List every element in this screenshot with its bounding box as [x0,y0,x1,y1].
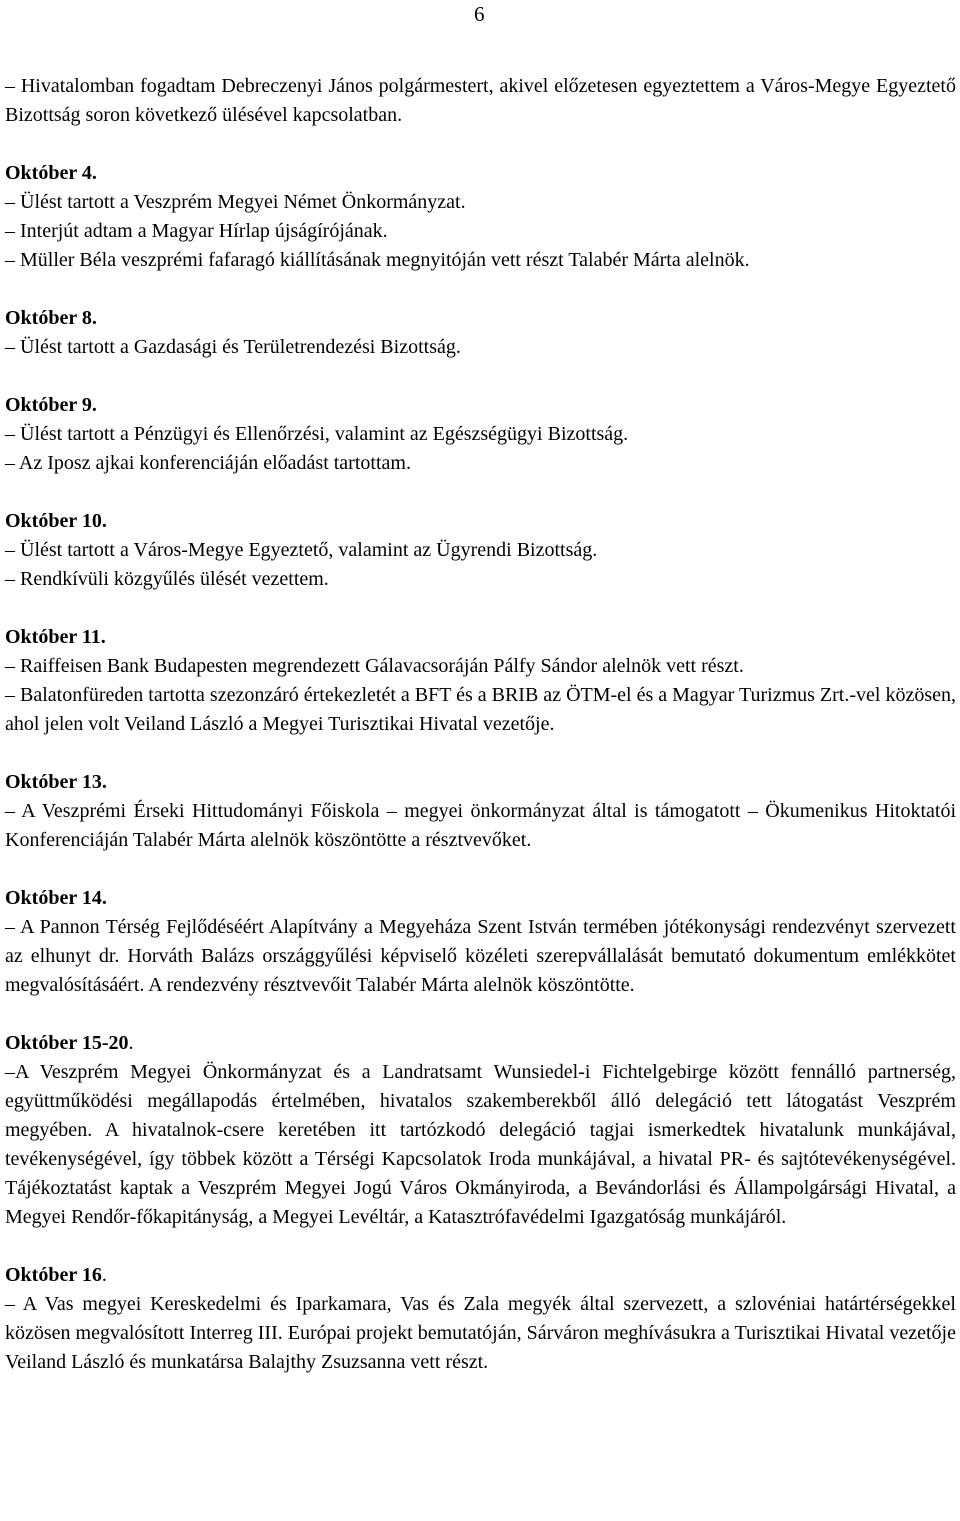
section-intro [5,72,956,130]
date-heading-text: Október 15-20 [5,1032,129,1054]
page-number: 6 [474,2,485,26]
document-body [5,72,956,1377]
date-heading-suffix: . [101,1264,107,1286]
section-oktober-11 [5,623,956,739]
list-item: – A Vas megyei Kereskedelmi és Iparkamara, Vas és Zala megyék által szervezett, a szlovéniai határtérségekkel közösen megvalósított Interreg III. Európai projekt bemutatóján, Sárváron meghívásukra a Turisztikai Hivatal vezetője Veiland László és munkatársa Balajthy Zsuzsanna vett részt. [5,1293,956,1373]
date-heading: Október 4. [5,162,97,184]
list-item: – Hivatalomban fogadtam Debreczenyi János polgármestert, akivel előzetesen egyeztettem a Város-Megye Egyeztető Bizottság soron következő ülésével kapcsolatban. [5,75,956,126]
section-oktober-14 [5,884,956,1000]
date-heading-suffix: . [128,1032,134,1054]
date-heading: Október 10. [5,510,107,532]
list-item: – Ülést tartott a Város-Megye Egyeztető, valamint az Ügyrendi Bizottság. [5,539,598,561]
section-oktober-8 [5,304,956,362]
list-item: – Rendkívüli közgyűlés ülését vezettem. [5,568,329,590]
date-heading: Október 11. [5,626,106,648]
list-item: – Interjút adtam a Magyar Hírlap újságírójának. [5,220,388,242]
list-item: – A Veszprémi Érseki Hittudományi Főiskola – megyei önkormányzat által is támogatott – Ökumenikus Hitoktatói Konferenciáján Talabér Márta alelnök köszöntötte a résztvevőket. [5,800,956,851]
section-oktober-16 [5,1261,956,1377]
date-heading: Október 13. [5,771,107,793]
date-heading: Október 9. [5,394,97,416]
list-item: – A Pannon Térség Fejlődéséért Alapítvány a Megyeháza Szent István termében jótékonysági rendezvényt szervezett az elhunyt dr. Horváth Balázs országgyűlési képviselő közéleti szerepvállalását bemutató dokumentum emlékkötet megvalósításáért. A rendezvény résztvevőit Talabér Márta alelnök köszöntötte. [5,916,956,996]
date-heading-text: Október 16 [5,1264,102,1286]
list-item: – Balatonfüreden tartotta szezonzáró értekezletét a BFT és a BRIB az ÖTM-el és a Magyar Turizmus Zrt.-vel közösen, ahol jelen volt Veiland László a Megyei Turisztikai Hivatal vezetője. [5,684,956,735]
section-oktober-4 [5,159,956,275]
list-item: – Ülést tartott a Pénzügyi és Ellenőrzési, valamint az Egészségügyi Bizottság. [5,423,629,445]
list-item: – Müller Béla veszprémi fafaragó kiállításának megnyitóján vett részt Talabér Márta alelnök. [5,249,750,271]
list-item: – Ülést tartott a Veszprém Megyei Német Önkormányzat. [5,191,466,213]
section-oktober-9 [5,391,956,478]
section-oktober-15-20 [5,1029,956,1232]
section-oktober-10 [5,507,956,594]
section-oktober-13 [5,768,956,855]
date-heading: Október 8. [5,307,97,329]
list-item: – Az Iposz ajkai konferenciáján előadást tartottam. [5,452,411,474]
date-heading [5,1029,956,1058]
list-item: –A Veszprém Megyei Önkormányzat és a Landratsamt Wunsiedel-i Fichtelgebirge között fennálló partnerség, együttműködési megállapodás értelmében, hivatalos szakemberekből álló delegáció tett látogatást Veszprém megyében. A hivatalnok-csere keretében itt tartózkodó delegáció tagjai ismerkedtek hivatalunk munkájával, tevékenységével, így többek között a Térségi Kapcsolatok Iroda munkájával, a hivatal PR- és sajtótevékenységével. Tájékoztatást kaptak a Veszprém Megyei Jogú Város Okmányiroda, a Bevándorlási és Állampolgársági Hivatal, a Megyei Rendőr-főkapitányság, a Megyei Levéltár, a Katasztrófavédelmi Igazgatóság munkájáról. [5,1061,956,1228]
date-heading [5,1261,956,1290]
date-heading: Október 14. [5,887,107,909]
list-item: – Raiffeisen Bank Budapesten megrendezett Gálavacsoráján Pálfy Sándor alelnök vett részt. [5,655,744,677]
list-item: – Ülést tartott a Gazdasági és Területrendezési Bizottság. [5,336,461,358]
